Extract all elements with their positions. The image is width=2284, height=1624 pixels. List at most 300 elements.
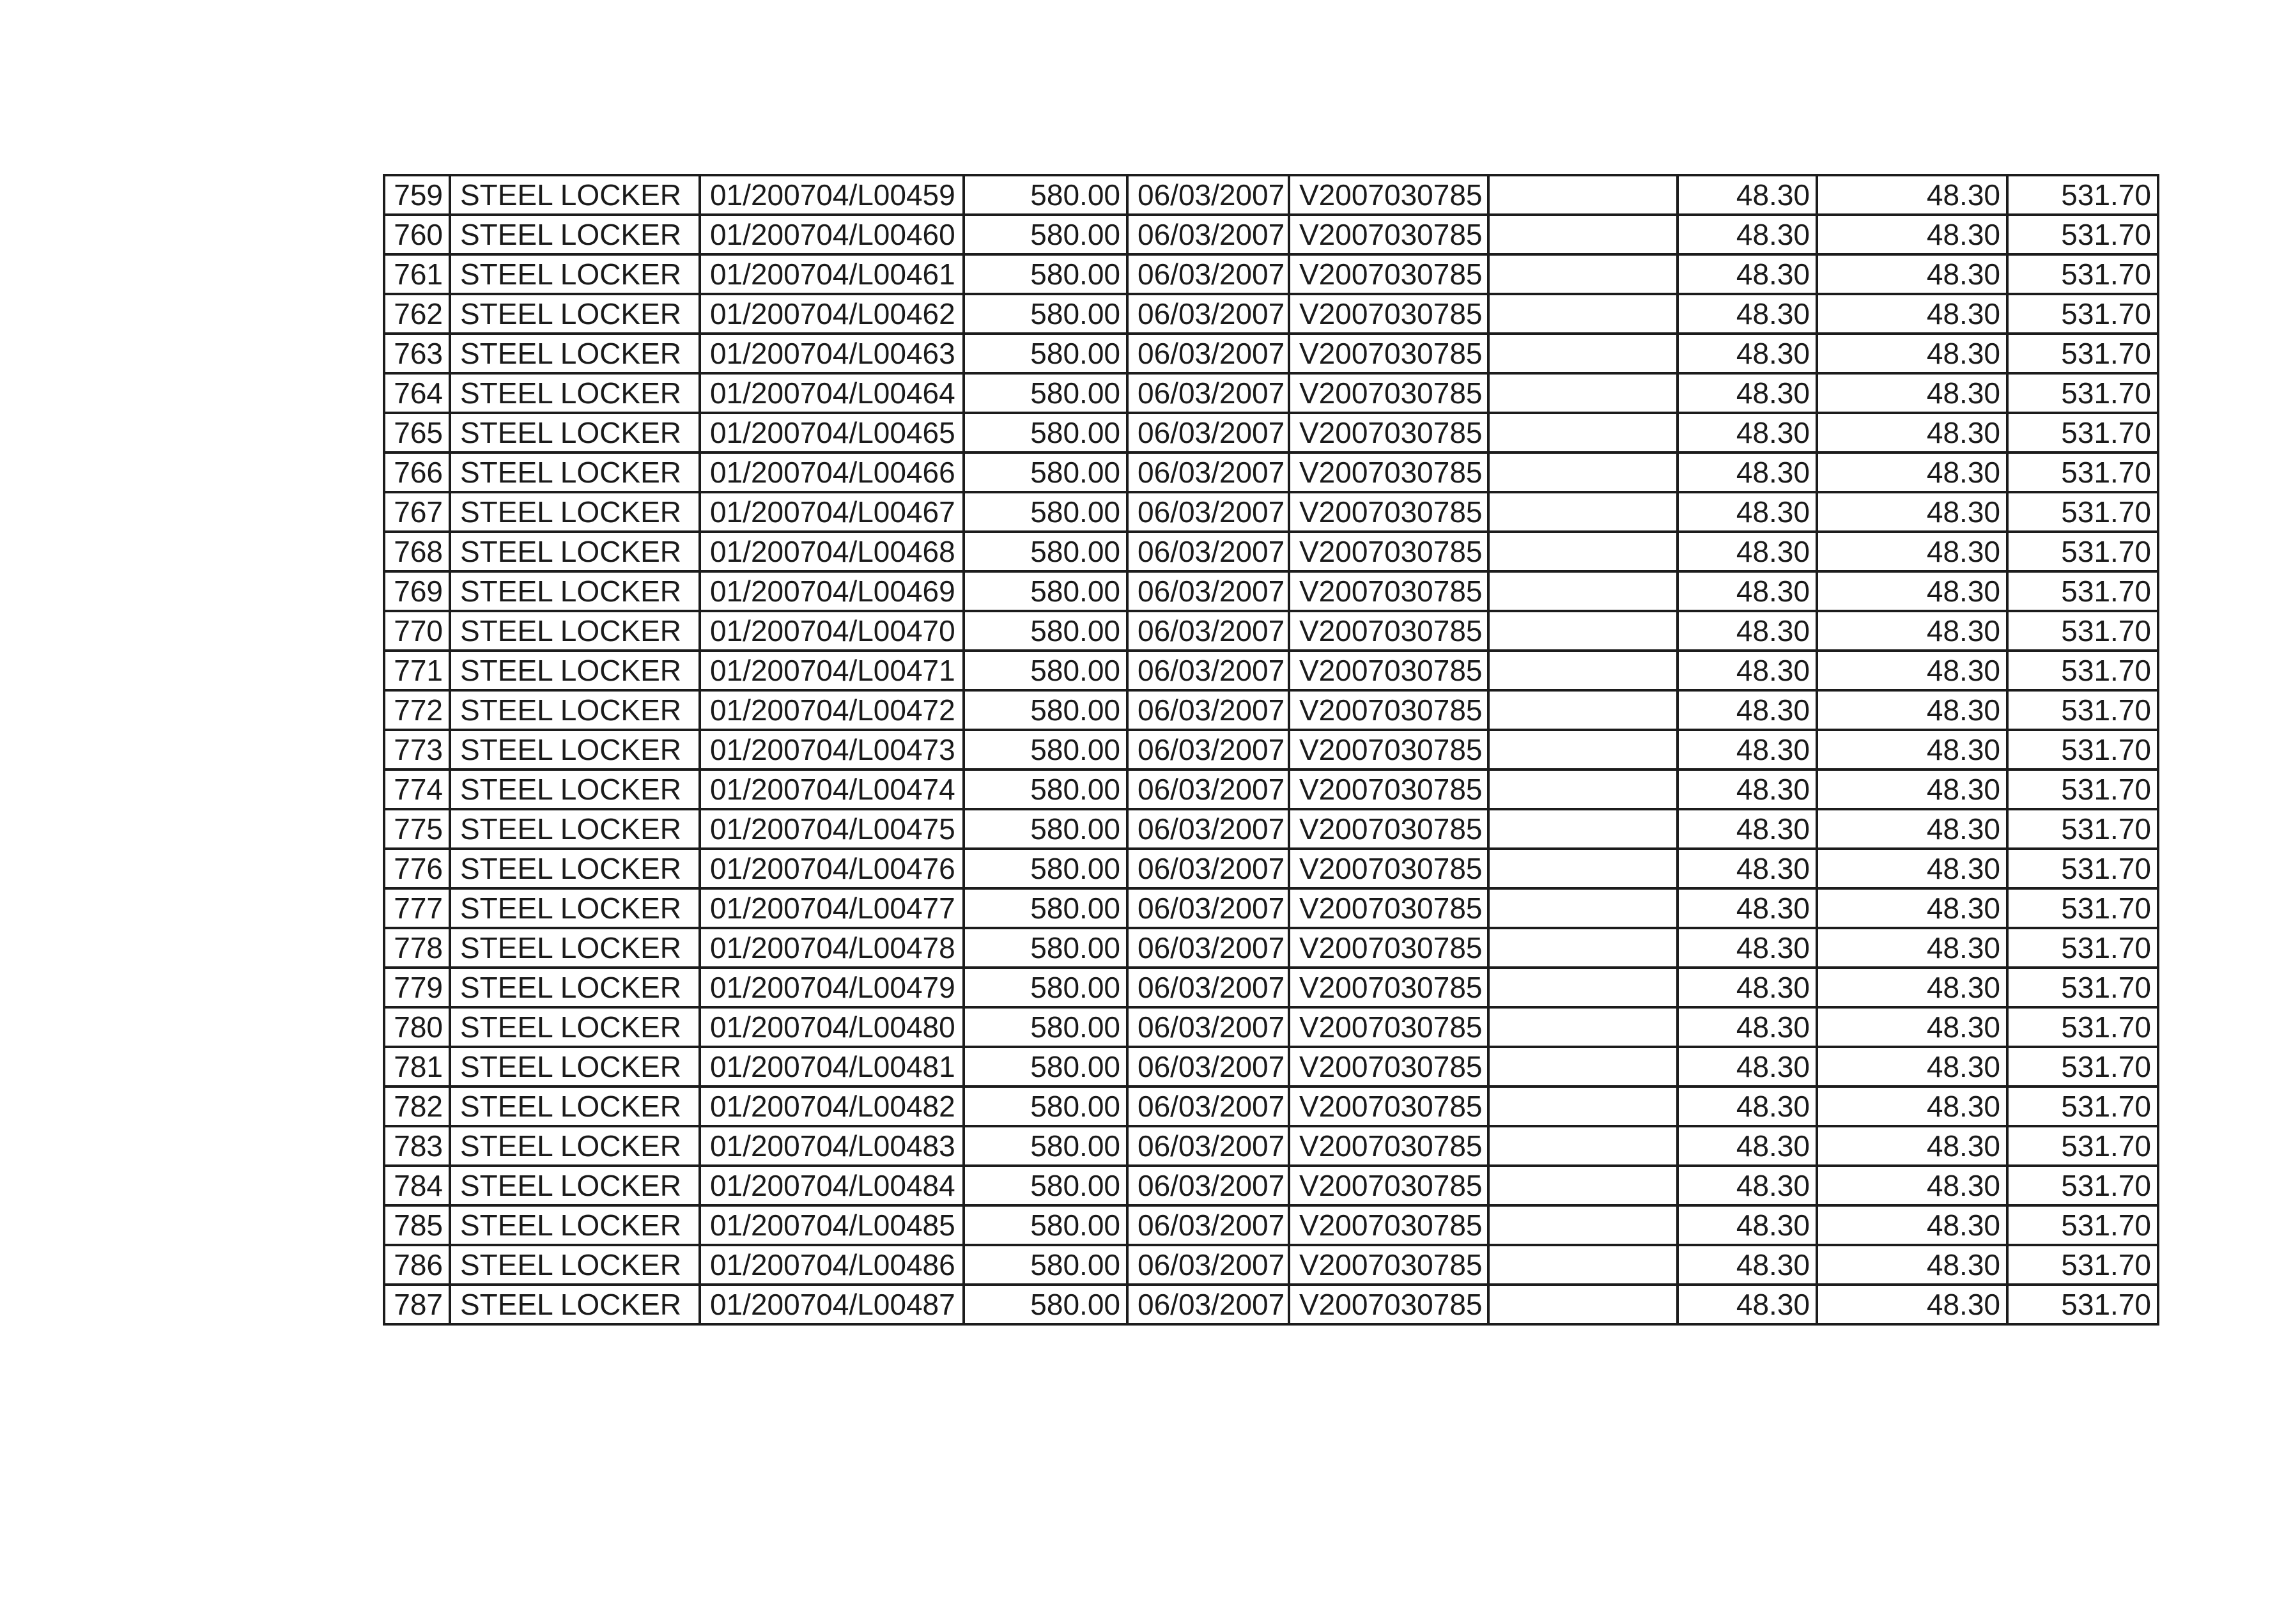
row-number-cell: 763	[384, 334, 450, 373]
remark-cell	[1488, 373, 1678, 413]
table-row	[384, 968, 2158, 1007]
remark-cell	[1488, 968, 1678, 1007]
row-number-cell: 776	[384, 849, 450, 888]
date-cell: 06/03/2007	[1127, 175, 1289, 215]
table-row	[384, 888, 2158, 928]
net-book-value-cell: 531.70	[2007, 254, 2158, 294]
depreciation-accumulated-cell: 48.30	[1817, 730, 2007, 769]
cost-cell: 580.00	[964, 690, 1127, 730]
asset-code-cell: 01/200704/L00461	[700, 254, 964, 294]
table-row	[384, 413, 2158, 452]
asset-code-cell: 01/200704/L00487	[700, 1285, 964, 1324]
voucher-number-cell: V2007030785	[1289, 334, 1488, 373]
asset-code-cell: 01/200704/L00475	[700, 809, 964, 849]
net-book-value-cell: 531.70	[2007, 1047, 2158, 1087]
date-cell: 06/03/2007	[1127, 413, 1289, 452]
depreciation-current-cell: 48.30	[1678, 928, 1817, 968]
depreciation-current-cell: 48.30	[1678, 413, 1817, 452]
table-row	[384, 175, 2158, 215]
depreciation-accumulated-cell: 48.30	[1817, 849, 2007, 888]
table-row	[384, 611, 2158, 651]
depreciation-current-cell: 48.30	[1678, 175, 1817, 215]
item-description-cell: STEEL LOCKER	[450, 215, 700, 254]
cost-cell: 580.00	[964, 769, 1127, 809]
voucher-number-cell: V2007030785	[1289, 571, 1488, 611]
voucher-number-cell: V2007030785	[1289, 373, 1488, 413]
asset-code-cell: 01/200704/L00481	[700, 1047, 964, 1087]
depreciation-accumulated-cell: 48.30	[1817, 334, 2007, 373]
remark-cell	[1488, 809, 1678, 849]
date-cell: 06/03/2007	[1127, 849, 1289, 888]
net-book-value-cell: 531.70	[2007, 215, 2158, 254]
voucher-number-cell: V2007030785	[1289, 413, 1488, 452]
date-cell: 06/03/2007	[1127, 928, 1289, 968]
cost-cell: 580.00	[964, 571, 1127, 611]
net-book-value-cell: 531.70	[2007, 1245, 2158, 1285]
row-number-cell: 771	[384, 651, 450, 690]
table-row	[384, 690, 2158, 730]
net-book-value-cell: 531.70	[2007, 968, 2158, 1007]
asset-code-cell: 01/200704/L00462	[700, 294, 964, 334]
asset-code-cell: 01/200704/L00480	[700, 1007, 964, 1047]
date-cell: 06/03/2007	[1127, 1205, 1289, 1245]
voucher-number-cell: V2007030785	[1289, 809, 1488, 849]
cost-cell: 580.00	[964, 294, 1127, 334]
voucher-number-cell: V2007030785	[1289, 1007, 1488, 1047]
depreciation-current-cell: 48.30	[1678, 1205, 1817, 1245]
cost-cell: 580.00	[964, 1245, 1127, 1285]
depreciation-current-cell: 48.30	[1678, 1245, 1817, 1285]
asset-code-cell: 01/200704/L00473	[700, 730, 964, 769]
depreciation-accumulated-cell: 48.30	[1817, 888, 2007, 928]
row-number-cell: 765	[384, 413, 450, 452]
voucher-number-cell: V2007030785	[1289, 968, 1488, 1007]
depreciation-accumulated-cell: 48.30	[1817, 373, 2007, 413]
date-cell: 06/03/2007	[1127, 1285, 1289, 1324]
item-description-cell: STEEL LOCKER	[450, 1007, 700, 1047]
voucher-number-cell: V2007030785	[1289, 452, 1488, 492]
date-cell: 06/03/2007	[1127, 809, 1289, 849]
voucher-number-cell: V2007030785	[1289, 215, 1488, 254]
asset-code-cell: 01/200704/L00466	[700, 452, 964, 492]
voucher-number-cell: V2007030785	[1289, 730, 1488, 769]
depreciation-current-cell: 48.30	[1678, 1007, 1817, 1047]
date-cell: 06/03/2007	[1127, 1245, 1289, 1285]
remark-cell	[1488, 1285, 1678, 1324]
row-number-cell: 787	[384, 1285, 450, 1324]
item-description-cell: STEEL LOCKER	[450, 413, 700, 452]
item-description-cell: STEEL LOCKER	[450, 294, 700, 334]
remark-cell	[1488, 254, 1678, 294]
depreciation-accumulated-cell: 48.30	[1817, 1007, 2007, 1047]
cost-cell: 580.00	[964, 1047, 1127, 1087]
item-description-cell: STEEL LOCKER	[450, 928, 700, 968]
depreciation-current-cell: 48.30	[1678, 452, 1817, 492]
voucher-number-cell: V2007030785	[1289, 1087, 1488, 1126]
depreciation-current-cell: 48.30	[1678, 1166, 1817, 1205]
remark-cell	[1488, 1087, 1678, 1126]
depreciation-current-cell: 48.30	[1678, 651, 1817, 690]
item-description-cell: STEEL LOCKER	[450, 373, 700, 413]
item-description-cell: STEEL LOCKER	[450, 849, 700, 888]
item-description-cell: STEEL LOCKER	[450, 1285, 700, 1324]
depreciation-accumulated-cell: 48.30	[1817, 809, 2007, 849]
depreciation-accumulated-cell: 48.30	[1817, 175, 2007, 215]
asset-code-cell: 01/200704/L00459	[700, 175, 964, 215]
table-row	[384, 215, 2158, 254]
asset-code-cell: 01/200704/L00483	[700, 1126, 964, 1166]
row-number-cell: 783	[384, 1126, 450, 1166]
date-cell: 06/03/2007	[1127, 532, 1289, 571]
table-row	[384, 730, 2158, 769]
net-book-value-cell: 531.70	[2007, 1205, 2158, 1245]
net-book-value-cell: 531.70	[2007, 769, 2158, 809]
voucher-number-cell: V2007030785	[1289, 175, 1488, 215]
date-cell: 06/03/2007	[1127, 254, 1289, 294]
remark-cell	[1488, 1047, 1678, 1087]
item-description-cell: STEEL LOCKER	[450, 1047, 700, 1087]
voucher-number-cell: V2007030785	[1289, 1166, 1488, 1205]
depreciation-accumulated-cell: 48.30	[1817, 1166, 2007, 1205]
remark-cell	[1488, 888, 1678, 928]
row-number-cell: 784	[384, 1166, 450, 1205]
cost-cell: 580.00	[964, 1126, 1127, 1166]
cost-cell: 580.00	[964, 809, 1127, 849]
depreciation-accumulated-cell: 48.30	[1817, 651, 2007, 690]
item-description-cell: STEEL LOCKER	[450, 452, 700, 492]
asset-code-cell: 01/200704/L00486	[700, 1245, 964, 1285]
asset-register-table	[383, 174, 2159, 1326]
cost-cell: 580.00	[964, 888, 1127, 928]
depreciation-current-cell: 48.30	[1678, 492, 1817, 532]
depreciation-accumulated-cell: 48.30	[1817, 1285, 2007, 1324]
row-number-cell: 775	[384, 809, 450, 849]
asset-code-cell: 01/200704/L00471	[700, 651, 964, 690]
cost-cell: 580.00	[964, 215, 1127, 254]
date-cell: 06/03/2007	[1127, 452, 1289, 492]
depreciation-accumulated-cell: 48.30	[1817, 769, 2007, 809]
voucher-number-cell: V2007030785	[1289, 928, 1488, 968]
cost-cell: 580.00	[964, 1087, 1127, 1126]
cost-cell: 580.00	[964, 849, 1127, 888]
item-description-cell: STEEL LOCKER	[450, 888, 700, 928]
row-number-cell: 773	[384, 730, 450, 769]
cost-cell: 580.00	[964, 413, 1127, 452]
row-number-cell: 774	[384, 769, 450, 809]
net-book-value-cell: 531.70	[2007, 611, 2158, 651]
depreciation-current-cell: 48.30	[1678, 968, 1817, 1007]
remark-cell	[1488, 532, 1678, 571]
depreciation-accumulated-cell: 48.30	[1817, 1087, 2007, 1126]
date-cell: 06/03/2007	[1127, 1166, 1289, 1205]
remark-cell	[1488, 769, 1678, 809]
date-cell: 06/03/2007	[1127, 968, 1289, 1007]
item-description-cell: STEEL LOCKER	[450, 690, 700, 730]
cost-cell: 580.00	[964, 1166, 1127, 1205]
remark-cell	[1488, 730, 1678, 769]
depreciation-current-cell: 48.30	[1678, 571, 1817, 611]
row-number-cell: 767	[384, 492, 450, 532]
date-cell: 06/03/2007	[1127, 294, 1289, 334]
row-number-cell: 759	[384, 175, 450, 215]
row-number-cell: 772	[384, 690, 450, 730]
depreciation-accumulated-cell: 48.30	[1817, 1126, 2007, 1166]
row-number-cell: 780	[384, 1007, 450, 1047]
cost-cell: 580.00	[964, 651, 1127, 690]
cost-cell: 580.00	[964, 1285, 1127, 1324]
depreciation-current-cell: 48.30	[1678, 294, 1817, 334]
table-row	[384, 769, 2158, 809]
cost-cell: 580.00	[964, 1007, 1127, 1047]
net-book-value-cell: 531.70	[2007, 809, 2158, 849]
depreciation-accumulated-cell: 48.30	[1817, 928, 2007, 968]
depreciation-accumulated-cell: 48.30	[1817, 968, 2007, 1007]
depreciation-current-cell: 48.30	[1678, 1087, 1817, 1126]
row-number-cell: 777	[384, 888, 450, 928]
voucher-number-cell: V2007030785	[1289, 611, 1488, 651]
net-book-value-cell: 531.70	[2007, 373, 2158, 413]
remark-cell	[1488, 1007, 1678, 1047]
row-number-cell: 781	[384, 1047, 450, 1087]
item-description-cell: STEEL LOCKER	[450, 175, 700, 215]
remark-cell	[1488, 571, 1678, 611]
date-cell: 06/03/2007	[1127, 1126, 1289, 1166]
table-row	[384, 1245, 2158, 1285]
remark-cell	[1488, 215, 1678, 254]
depreciation-accumulated-cell: 48.30	[1817, 1047, 2007, 1087]
cost-cell: 580.00	[964, 928, 1127, 968]
asset-code-cell: 01/200704/L00460	[700, 215, 964, 254]
row-number-cell: 779	[384, 968, 450, 1007]
net-book-value-cell: 531.70	[2007, 294, 2158, 334]
item-description-cell: STEEL LOCKER	[450, 532, 700, 571]
remark-cell	[1488, 175, 1678, 215]
net-book-value-cell: 531.70	[2007, 690, 2158, 730]
remark-cell	[1488, 651, 1678, 690]
table-row	[384, 492, 2158, 532]
date-cell: 06/03/2007	[1127, 1087, 1289, 1126]
depreciation-accumulated-cell: 48.30	[1817, 254, 2007, 294]
depreciation-current-cell: 48.30	[1678, 1126, 1817, 1166]
item-description-cell: STEEL LOCKER	[450, 1087, 700, 1126]
depreciation-accumulated-cell: 48.30	[1817, 1245, 2007, 1285]
net-book-value-cell: 531.70	[2007, 849, 2158, 888]
row-number-cell: 760	[384, 215, 450, 254]
depreciation-accumulated-cell: 48.30	[1817, 571, 2007, 611]
cost-cell: 580.00	[964, 611, 1127, 651]
item-description-cell: STEEL LOCKER	[450, 1205, 700, 1245]
date-cell: 06/03/2007	[1127, 769, 1289, 809]
remark-cell	[1488, 690, 1678, 730]
remark-cell	[1488, 1205, 1678, 1245]
depreciation-accumulated-cell: 48.30	[1817, 1205, 2007, 1245]
row-number-cell: 770	[384, 611, 450, 651]
table-row	[384, 334, 2158, 373]
date-cell: 06/03/2007	[1127, 690, 1289, 730]
net-book-value-cell: 531.70	[2007, 888, 2158, 928]
table-row	[384, 809, 2158, 849]
net-book-value-cell: 531.70	[2007, 928, 2158, 968]
net-book-value-cell: 531.70	[2007, 571, 2158, 611]
remark-cell	[1488, 849, 1678, 888]
voucher-number-cell: V2007030785	[1289, 1205, 1488, 1245]
voucher-number-cell: V2007030785	[1289, 1126, 1488, 1166]
row-number-cell: 782	[384, 1087, 450, 1126]
depreciation-accumulated-cell: 48.30	[1817, 413, 2007, 452]
row-number-cell: 768	[384, 532, 450, 571]
depreciation-current-cell: 48.30	[1678, 532, 1817, 571]
remark-cell	[1488, 334, 1678, 373]
date-cell: 06/03/2007	[1127, 571, 1289, 611]
date-cell: 06/03/2007	[1127, 1047, 1289, 1087]
row-number-cell: 762	[384, 294, 450, 334]
remark-cell	[1488, 294, 1678, 334]
remark-cell	[1488, 1245, 1678, 1285]
net-book-value-cell: 531.70	[2007, 452, 2158, 492]
asset-code-cell: 01/200704/L00485	[700, 1205, 964, 1245]
date-cell: 06/03/2007	[1127, 651, 1289, 690]
asset-code-cell: 01/200704/L00463	[700, 334, 964, 373]
item-description-cell: STEEL LOCKER	[450, 769, 700, 809]
asset-code-cell: 01/200704/L00478	[700, 928, 964, 968]
depreciation-current-cell: 48.30	[1678, 888, 1817, 928]
voucher-number-cell: V2007030785	[1289, 849, 1488, 888]
item-description-cell: STEEL LOCKER	[450, 968, 700, 1007]
depreciation-current-cell: 48.30	[1678, 849, 1817, 888]
table-row	[384, 1285, 2158, 1324]
asset-code-cell: 01/200704/L00484	[700, 1166, 964, 1205]
remark-cell	[1488, 452, 1678, 492]
asset-code-cell: 01/200704/L00467	[700, 492, 964, 532]
row-number-cell: 769	[384, 571, 450, 611]
table-row	[384, 373, 2158, 413]
cost-cell: 580.00	[964, 175, 1127, 215]
table-row	[384, 571, 2158, 611]
depreciation-current-cell: 48.30	[1678, 809, 1817, 849]
net-book-value-cell: 531.70	[2007, 1126, 2158, 1166]
table-row	[384, 1047, 2158, 1087]
cost-cell: 580.00	[964, 532, 1127, 571]
item-description-cell: STEEL LOCKER	[450, 651, 700, 690]
table-row	[384, 849, 2158, 888]
asset-code-cell: 01/200704/L00476	[700, 849, 964, 888]
row-number-cell: 785	[384, 1205, 450, 1245]
voucher-number-cell: V2007030785	[1289, 1245, 1488, 1285]
remark-cell	[1488, 611, 1678, 651]
asset-code-cell: 01/200704/L00474	[700, 769, 964, 809]
depreciation-accumulated-cell: 48.30	[1817, 532, 2007, 571]
cost-cell: 580.00	[964, 334, 1127, 373]
cost-cell: 580.00	[964, 373, 1127, 413]
voucher-number-cell: V2007030785	[1289, 294, 1488, 334]
item-description-cell: STEEL LOCKER	[450, 571, 700, 611]
item-description-cell: STEEL LOCKER	[450, 730, 700, 769]
asset-code-cell: 01/200704/L00465	[700, 413, 964, 452]
depreciation-current-cell: 48.30	[1678, 730, 1817, 769]
remark-cell	[1488, 492, 1678, 532]
date-cell: 06/03/2007	[1127, 730, 1289, 769]
item-description-cell: STEEL LOCKER	[450, 1166, 700, 1205]
item-description-cell: STEEL LOCKER	[450, 1245, 700, 1285]
depreciation-current-cell: 48.30	[1678, 1047, 1817, 1087]
row-number-cell: 786	[384, 1245, 450, 1285]
voucher-number-cell: V2007030785	[1289, 690, 1488, 730]
depreciation-current-cell: 48.30	[1678, 1285, 1817, 1324]
depreciation-accumulated-cell: 48.30	[1817, 452, 2007, 492]
net-book-value-cell: 531.70	[2007, 532, 2158, 571]
asset-code-cell: 01/200704/L00468	[700, 532, 964, 571]
voucher-number-cell: V2007030785	[1289, 532, 1488, 571]
table-row	[384, 1126, 2158, 1166]
voucher-number-cell: V2007030785	[1289, 769, 1488, 809]
net-book-value-cell: 531.70	[2007, 1007, 2158, 1047]
net-book-value-cell: 531.70	[2007, 492, 2158, 532]
item-description-cell: STEEL LOCKER	[450, 334, 700, 373]
table-row	[384, 452, 2158, 492]
voucher-number-cell: V2007030785	[1289, 254, 1488, 294]
item-description-cell: STEEL LOCKER	[450, 254, 700, 294]
table-row	[384, 1007, 2158, 1047]
table-row	[384, 294, 2158, 334]
asset-code-cell: 01/200704/L00469	[700, 571, 964, 611]
cost-cell: 580.00	[964, 254, 1127, 294]
depreciation-current-cell: 48.30	[1678, 254, 1817, 294]
row-number-cell: 764	[384, 373, 450, 413]
voucher-number-cell: V2007030785	[1289, 492, 1488, 532]
asset-code-cell: 01/200704/L00470	[700, 611, 964, 651]
date-cell: 06/03/2007	[1127, 334, 1289, 373]
table-row	[384, 1205, 2158, 1245]
table-row	[384, 1087, 2158, 1126]
cost-cell: 580.00	[964, 968, 1127, 1007]
net-book-value-cell: 531.70	[2007, 1285, 2158, 1324]
net-book-value-cell: 531.70	[2007, 1166, 2158, 1205]
date-cell: 06/03/2007	[1127, 373, 1289, 413]
net-book-value-cell: 531.70	[2007, 651, 2158, 690]
item-description-cell: STEEL LOCKER	[450, 809, 700, 849]
depreciation-accumulated-cell: 48.30	[1817, 611, 2007, 651]
depreciation-accumulated-cell: 48.30	[1817, 294, 2007, 334]
table-row	[384, 532, 2158, 571]
cost-cell: 580.00	[964, 730, 1127, 769]
remark-cell	[1488, 1126, 1678, 1166]
table-row	[384, 928, 2158, 968]
depreciation-accumulated-cell: 48.30	[1817, 215, 2007, 254]
row-number-cell: 766	[384, 452, 450, 492]
voucher-number-cell: V2007030785	[1289, 651, 1488, 690]
net-book-value-cell: 531.70	[2007, 175, 2158, 215]
voucher-number-cell: V2007030785	[1289, 1285, 1488, 1324]
depreciation-current-cell: 48.30	[1678, 373, 1817, 413]
depreciation-accumulated-cell: 48.30	[1817, 492, 2007, 532]
remark-cell	[1488, 413, 1678, 452]
asset-code-cell: 01/200704/L00479	[700, 968, 964, 1007]
asset-code-cell: 01/200704/L00477	[700, 888, 964, 928]
date-cell: 06/03/2007	[1127, 492, 1289, 532]
net-book-value-cell: 531.70	[2007, 413, 2158, 452]
table-body	[384, 175, 2158, 1324]
cost-cell: 580.00	[964, 1205, 1127, 1245]
depreciation-accumulated-cell: 48.30	[1817, 690, 2007, 730]
asset-code-cell: 01/200704/L00472	[700, 690, 964, 730]
remark-cell	[1488, 1166, 1678, 1205]
depreciation-current-cell: 48.30	[1678, 215, 1817, 254]
item-description-cell: STEEL LOCKER	[450, 1126, 700, 1166]
table-row	[384, 1166, 2158, 1205]
asset-code-cell: 01/200704/L00482	[700, 1087, 964, 1126]
item-description-cell: STEEL LOCKER	[450, 492, 700, 532]
table-row	[384, 254, 2158, 294]
